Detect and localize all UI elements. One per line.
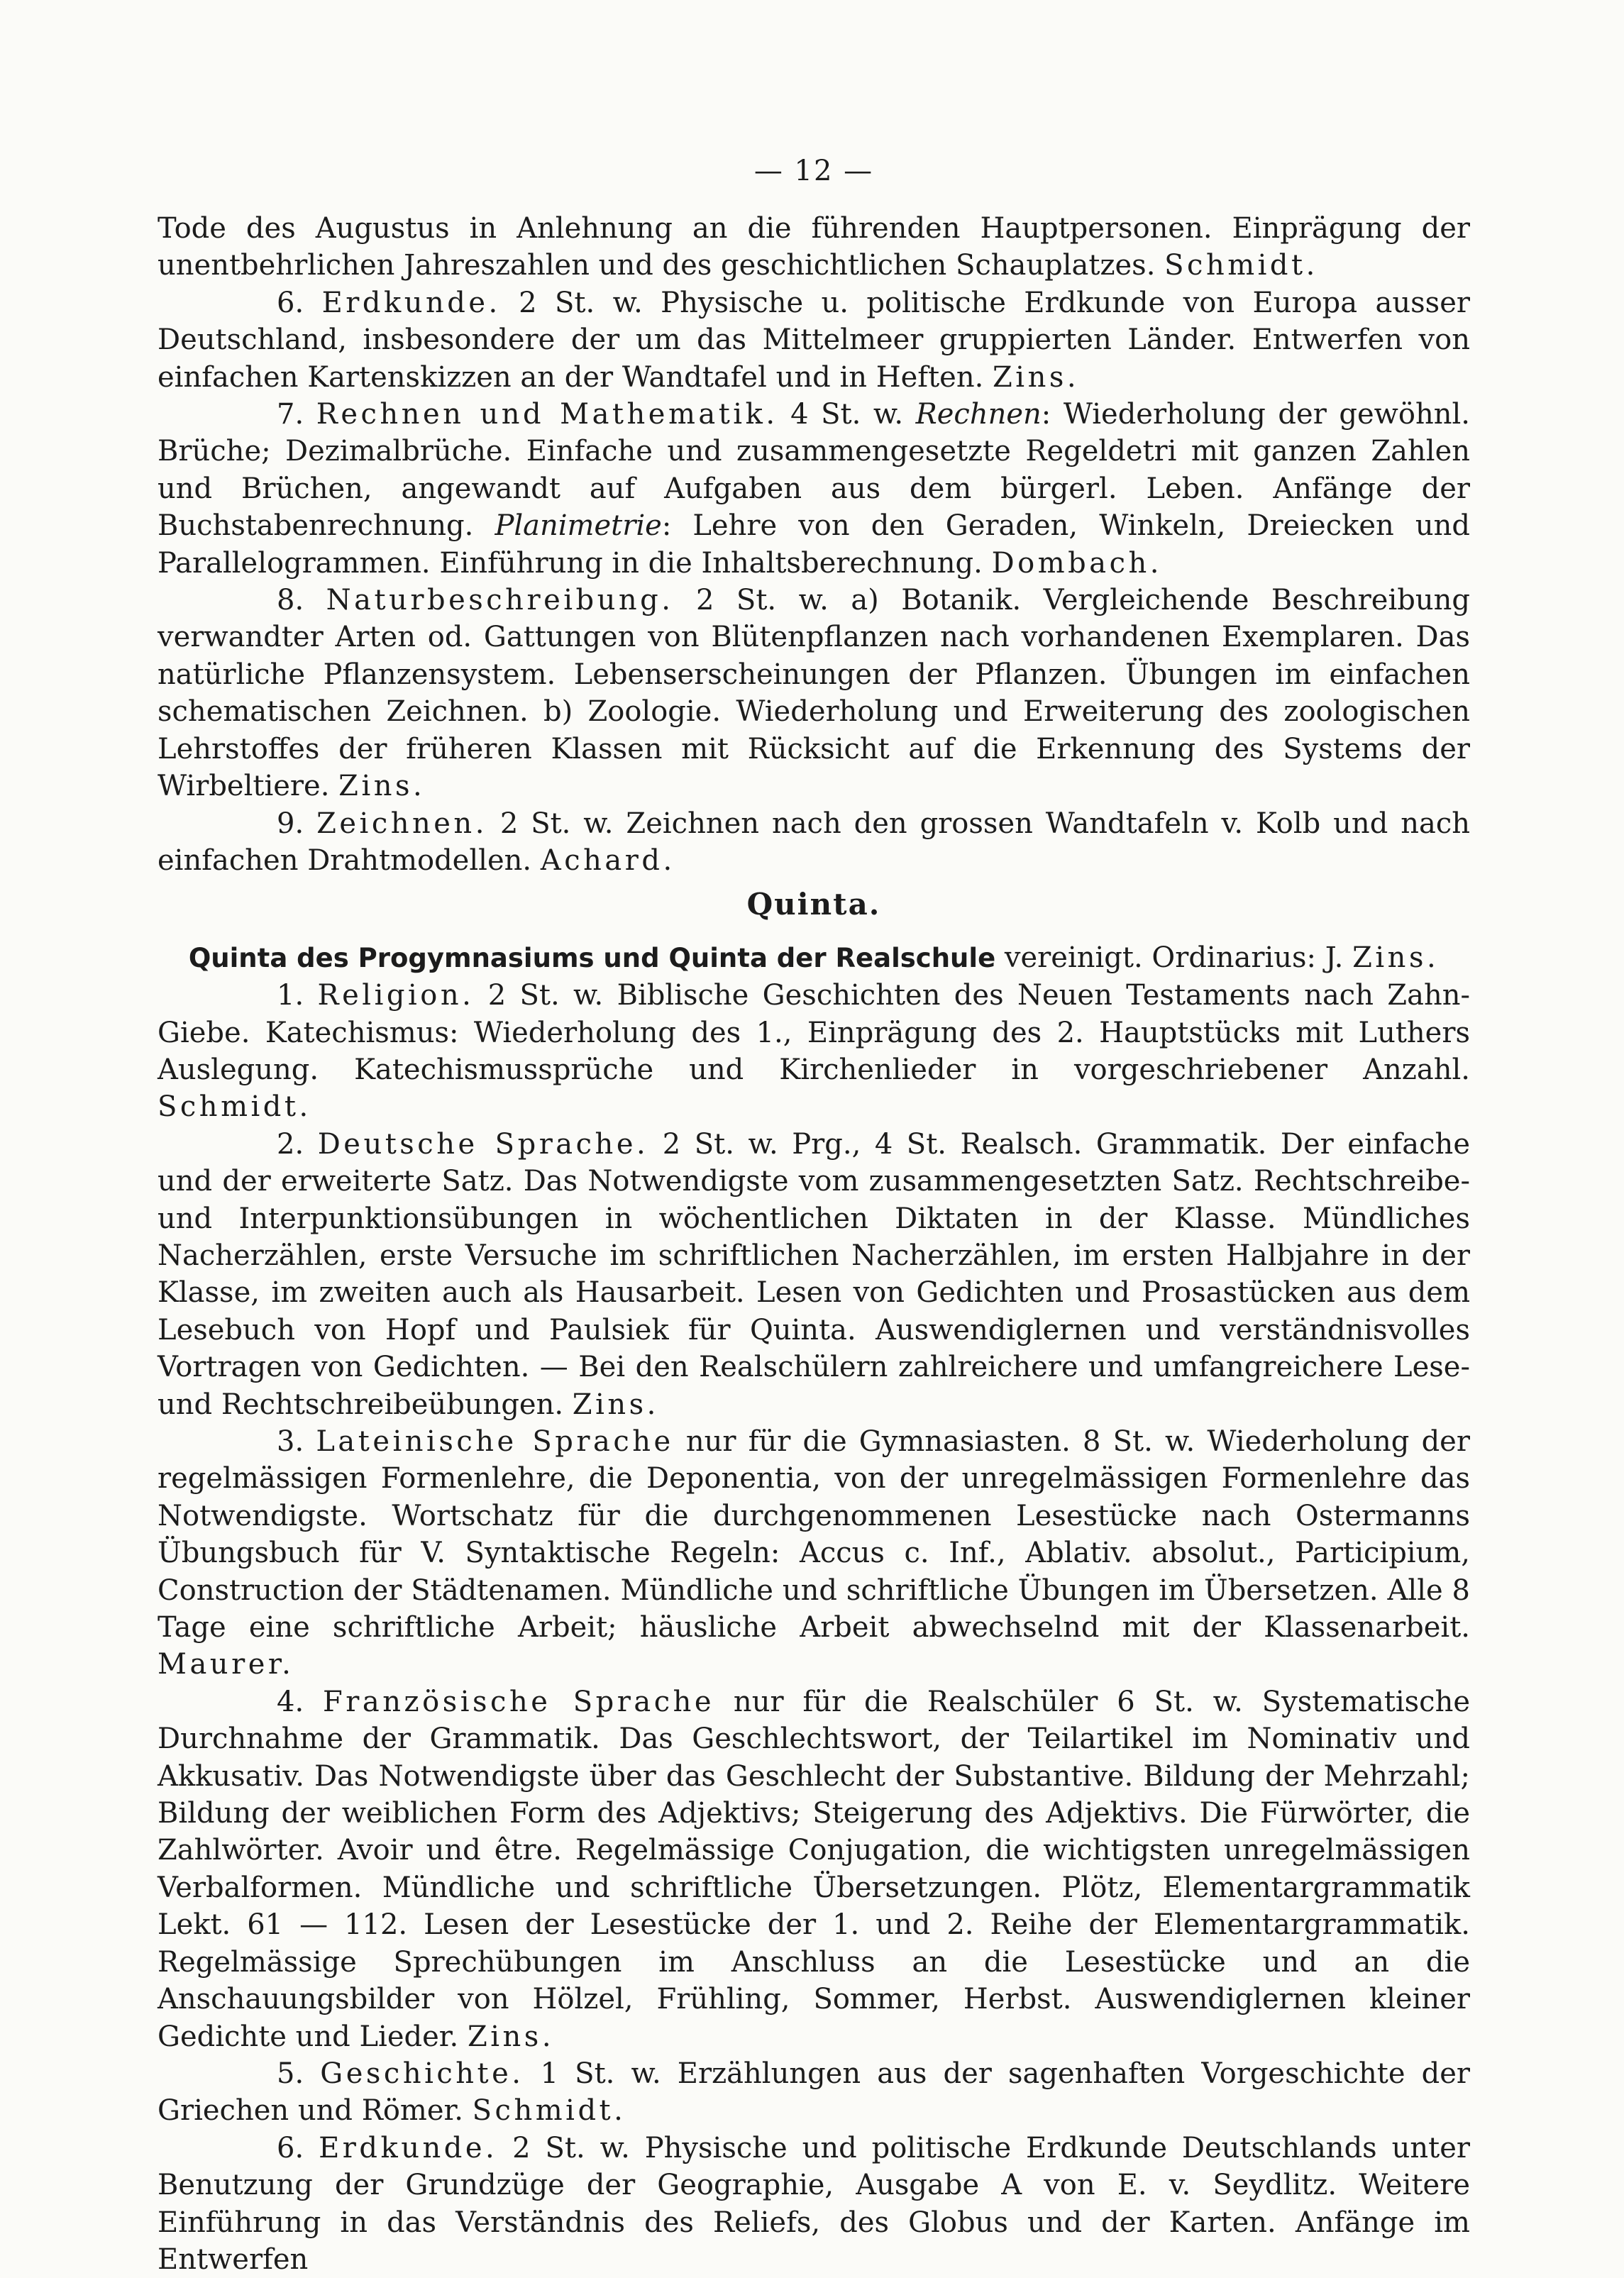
paragraph-text: Schmidt.: [1164, 249, 1318, 282]
paragraph-text: 5.: [277, 2057, 321, 2090]
paragraph-text: 2 St. w. Zeichnen nach den grossen Wandtafeln v. Kolb und nach einfachen Drahtmodellen.: [158, 807, 1470, 877]
paragraph-text: Deutsche Sprache.: [317, 1127, 649, 1161]
paragraph-text: Schmidt.: [472, 2094, 626, 2128]
paragraph: [158, 582, 1470, 805]
document-page: [158, 0, 1471, 2276]
paragraph-text: Tode des Augustus in Anlehnung an die führenden Hauptpersonen. Einprägung der unentbehrlichen Jahreszahlen und des geschichtlichen Schauplatzes.: [158, 212, 1470, 282]
paragraph-text: 3.: [277, 1425, 316, 1458]
paragraph-text: Zins.: [467, 2020, 555, 2053]
paragraph-text: Zins.: [993, 360, 1080, 394]
paragraph-text: Maurer.: [158, 1648, 294, 1681]
bottom-paragraphs: [158, 977, 1470, 2278]
paragraph-text: Zeichnen.: [316, 807, 487, 840]
paragraph-text: Schmidt.: [158, 1090, 311, 1124]
paragraph-text: Erdkunde.: [319, 2131, 498, 2164]
paragraph-text: 4.: [277, 1685, 324, 1718]
paragraph: [158, 396, 1470, 582]
body-text: [158, 210, 1470, 2278]
paragraph-text: Erdkunde.: [321, 286, 501, 319]
paragraph: [158, 1423, 1470, 1683]
paragraph-text: nur für die Realschüler 6 St. w. Systematische Durchnahme der Grammatik. Das Geschlechtswort, der Teilartikel im Nominativ und Akkusativ. Das Notwendigste über das Geschlecht der Substantive. Bildung der Mehrzahl; Bildung der weiblichen Form des Adjektivs; Steigerung des Adjektivs. Die Fürwörter, die Zahlwörter. Avoir und être. Regelmässige Conjugation, die wichtigsten unregelmässigen Verbalformen. Mündliche und schriftliche Übersetzungen. Plötz, Elementargrammatik Lekt. 61 — 112. Lesen der Lesestücke der 1. und 2. Reihe der Elementargrammatik. Regelmässige Sprechübungen im Anschluss an die Lesestücke und an die Anschauungsbilder von Hölzel, Frühling, Sommer, Herbst. Auswendiglernen kleiner Gedichte und Lieder.: [158, 1685, 1471, 2053]
paragraph-text: Französische Sprache: [323, 1685, 715, 1718]
paragraph: [158, 2130, 1470, 2278]
paragraph: [158, 210, 1470, 284]
paragraph-text: 2 St. w. Physische u. politische Erdkunde von Europa ausser Deutschland, insbesondere der um das Mittelmeer gruppierten Länder. Entwerfen von einfachen Kartenskizzen an der Wandtafel und in Heften.: [158, 286, 1470, 394]
paragraph-text: 2.: [277, 1127, 318, 1161]
paragraph-text: Geschichte.: [320, 2057, 524, 2090]
paragraph: [158, 805, 1470, 880]
paragraph-text: nur für die Gymnasiasten. 8 St. w. Wiederholung der regelmässigen Formenlehre, die Deponentia, von der unregelmässigen Formenlehre das Notwendigste. Wortschatz für die durchgenommenen Lesestücke nach Ostermanns Übungsbuch für V. Syntaktische Regeln: Accus c. Inf., Ablativ. absolut., Participium, Construction der Städtenamen. Mündliche und schriftliche Übungen im Übersetzen. Alle 8 Tage eine schriftliche Arbeit; häusliche Arbeit abwechselnd mit der Klassenarbeit.: [158, 1425, 1470, 1644]
paragraph-text: Zins.: [572, 1388, 659, 1421]
section-subheading-name: Zins.: [1352, 941, 1440, 974]
paragraph-text: Planimetrie: [495, 509, 662, 543]
paragraph-text: Rechnen und Mathematik.: [316, 398, 778, 431]
top-paragraphs: [158, 210, 1470, 879]
paragraph-text: 2 St. w. a) Botanik. Vergleichende Beschreibung verwandter Arten od. Gattungen von Blütenpflanzen nach vorhandenen Exemplaren. Das natürliche Pflanzensystem. Lebenserscheinungen der Pflanzen. Übungen im einfachen schematischen Zeichnen. b) Zoologie. Wiederholung und Erweiterung des zoologischen Lehrstoffes der früheren Klassen mit Rücksicht auf die Erkennung des Systems der Wirbeltiere.: [158, 584, 1470, 803]
paragraph-text: 2 St. w. Prg., 4 St. Realsch. Grammatik. Der einfache und der erweiterte Satz. Das Notwendigste vom zusammengesetzten Satz. Rechtschreibe- und Interpunktionsübungen in wöchentlichen Diktaten in der Klasse. Mündliches Nacherzählen, erste Versuche im schriftlichen Nacherzählen, im ersten Halbjahre in der Klasse, im zweiten auch als Hausarbeit. Lesen von Gedichten und Prosastücken aus dem Lesebuch von Hopf und Paulsiek für Quinta. Auswendiglernen und verständnisvolles Vortragen von Gedichten. — Bei den Realschülern zahlreichere und umfangreichere Lese- und Rechtschreibeübungen.: [158, 1127, 1470, 1421]
section-heading: Quinta.: [746, 887, 881, 922]
paragraph-text: : Lehre von den Geraden, Winkeln, Dreiecken und Parallelogrammen. Einführung in die Inhaltsberechnung.: [158, 509, 1470, 580]
paragraph-text: Dombach.: [991, 546, 1163, 580]
paragraph-text: 4 St. w.: [778, 398, 916, 431]
paragraph: [158, 2055, 1470, 2130]
paragraph-text: 6.: [277, 2131, 319, 2164]
paragraph-text: Zins.: [338, 770, 426, 803]
paragraph-text: 2 St. w. Physische und politische Erdkunde Deutschlands unter Benutzung der Grundzüge der Geographie, Ausgabe A von E. v. Seydlitz. Weitere Einführung in das Verständnis des Reliefs, des Globus und der Karten. Anfänge im Entwerfen: [158, 2131, 1470, 2276]
paragraph: [158, 284, 1470, 396]
paragraph: [158, 1683, 1470, 2055]
paragraph-text: Achard.: [540, 844, 675, 877]
paragraph-text: Naturbeschreibung.: [326, 584, 674, 617]
paragraph-text: 7.: [277, 398, 316, 431]
paragraph-text: Rechnen: [915, 398, 1042, 431]
paragraph: [158, 977, 1470, 1126]
paragraph: [158, 1126, 1470, 1423]
section-subheading: [158, 939, 1470, 977]
paragraph-text: 1.: [277, 979, 318, 1012]
paragraph-text: 1 St. w. Erzählungen aus der sagenhaften Vorgeschichte der Griechen und Römer.: [158, 2057, 1471, 2128]
page-number: — 12 —: [753, 155, 874, 187]
section-subheading-suffix: vereinigt. Ordinarius: J.: [995, 941, 1353, 974]
paragraph-text: 8.: [277, 584, 326, 617]
paragraph-text: Lateinische Sprache: [316, 1425, 674, 1458]
paragraph-text: Religion.: [317, 979, 475, 1012]
section-subheading-prefix: Quinta des Progymnasiums und Quinta der Realschule: [188, 942, 996, 973]
paragraph-text: 9.: [277, 807, 317, 840]
paragraph-text: 6.: [277, 286, 322, 319]
paragraph-text: : Wiederholung der gewöhnl. Brüche; Dezimalbrüche. Einfache und zusammengesetzte Regeldetri mit ganzen Zahlen und Brüchen, angewandt auf Aufgaben aus dem bürgerl. Leben. Anfänge der Buchstabenrechnung.: [158, 398, 1470, 543]
paragraph-text: 2 St. w. Biblische Geschichten des Neuen Testaments nach Zahn-Giebe. Katechismus: Wiederholung des 1., Einprägung des 2. Hauptstücks mit Luthers Auslegung. Katechismussprüche und Kirchenlieder in vorgeschriebener Anzahl.: [158, 979, 1470, 1086]
